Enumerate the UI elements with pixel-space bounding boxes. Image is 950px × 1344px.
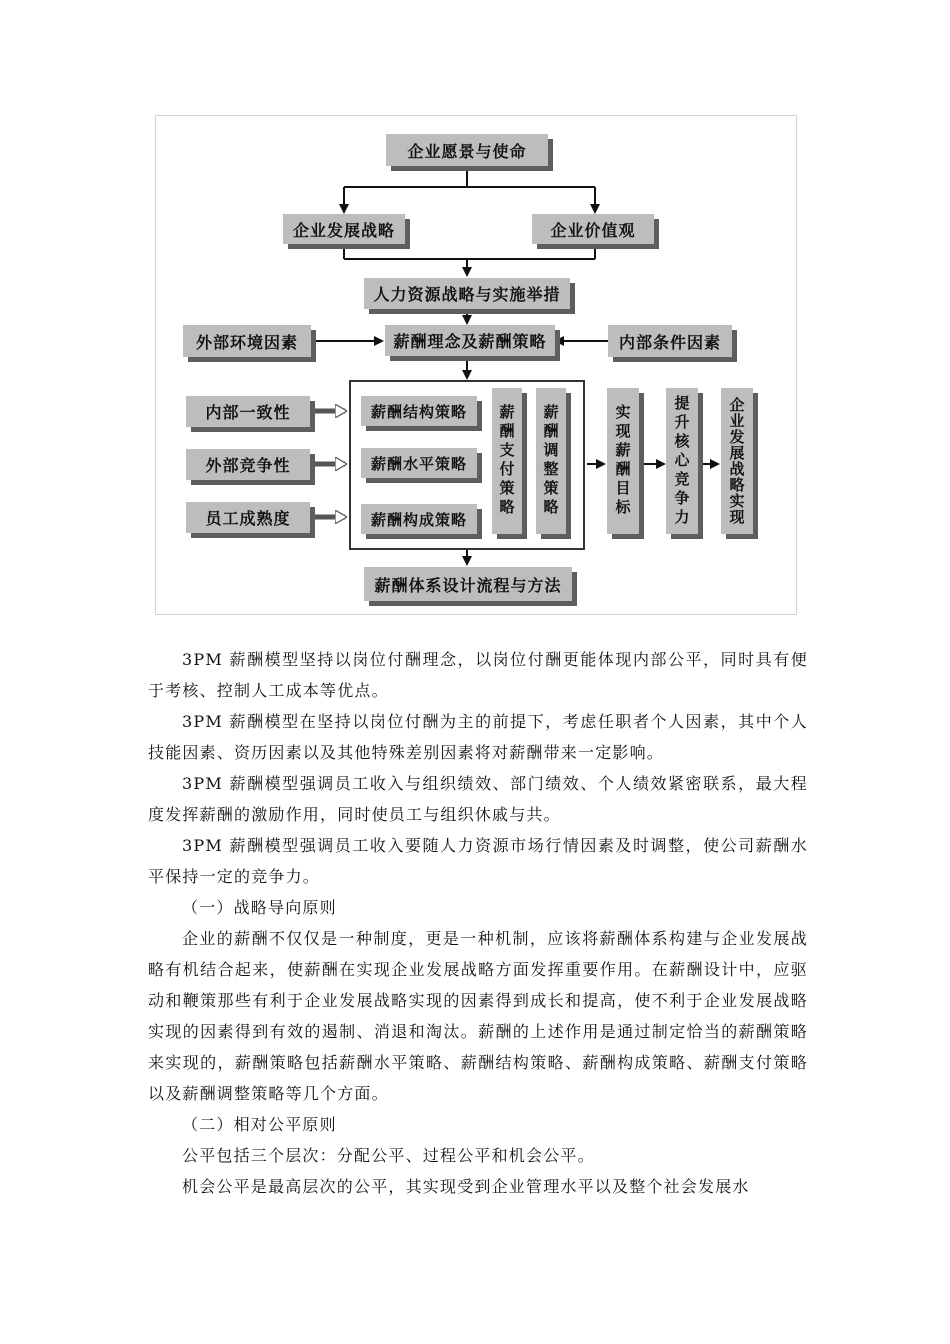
box-comp-concept: 薪酬理念及薪酬策略 [385,325,555,356]
section-2-body-1: 公平包括三个层次：分配公平、过程公平和机会公平。 [182,1146,595,1165]
paragraph-1: 3PM 薪酬模型坚持以岗位付酬理念，以岗位付酬更能体现内部公平，同时具有便于考核、控制人工成本等优点。 [148,650,808,700]
box-dev-strategy: 企业发展战略 [283,214,405,244]
box-internal-consistency: 内部一致性 [186,396,310,427]
box-achieve-goal: 实现薪酬目标 [607,388,639,534]
paragraph-2: 3PM 薪酬模型在坚持以岗位付酬为主的前提下，考虑任职者个人因素，其中个人技能因素、资历因素以及其他特殊差别因素将对薪酬带来一定影响。 [148,712,808,762]
box-employee-maturity: 员工成熟度 [186,502,310,533]
box-design-process: 薪酬体系设计流程与方法 [364,567,572,601]
box-adjustment-strategy: 薪酬调整策略 [536,388,566,534]
box-external-env: 外部环境因素 [183,325,311,357]
section-2-heading: （二）相对公平原则 [182,1115,337,1134]
section-1-body: 企业的薪酬不仅仅是一种制度，更是一种机制，应该将薪酬体系构建与企业发展战略有机结合起来，使薪酬在实现企业发展战略方面发挥重要作用。在薪酬设计中，应驱动和鞭策那些有利于企业发展战略实现的因素得到成长和提高，使不利于企业发展战略实现的因素得到有效的遏制、消退和淘汰。薪酬的上述作用是通过制定恰当的薪酬策略来实现的，薪酬策略包括薪酬水平策略、薪酬结构策略、薪酬构成策略、薪酬支付策略以及薪酬调整策略等几个方面。 [148,929,808,1103]
box-strategy-realization: 企业发展战略实现 [721,388,753,534]
section-1-heading: （一）战略导向原则 [182,898,337,917]
box-composition-strategy: 薪酬构成策略 [361,504,477,534]
box-structure-strategy: 薪酬结构策略 [361,396,477,426]
compensation-strategy-diagram [155,115,797,615]
paragraph-4: 3PM 薪酬模型强调员工收入要随人力资源市场行情因素及时调整，使公司薪酬水平保持一定的竞争力。 [148,836,808,886]
box-payment-strategy: 薪酬支付策略 [492,388,522,534]
box-external-competitiveness: 外部竞争性 [186,449,310,480]
box-internal-cond: 内部条件因素 [608,325,732,357]
box-hr-strategy: 人力资源战略与实施举措 [364,278,570,309]
box-vision: 企业愿景与使命 [386,134,548,166]
box-values: 企业价值观 [532,214,654,244]
paragraph-3: 3PM 薪酬模型强调员工收入与组织绩效、部门绩效、个人绩效紧密联系，最大程度发挥薪酬的激励作用，同时使员工与组织休戚与共。 [148,774,808,824]
box-level-strategy: 薪酬水平策略 [361,448,477,478]
section-2-body-2: 机会公平是最高层次的公平，其实现受到企业管理水平以及整个社会发展水 [182,1177,750,1196]
box-core-competitiveness: 提升核心竞争力 [666,388,698,534]
